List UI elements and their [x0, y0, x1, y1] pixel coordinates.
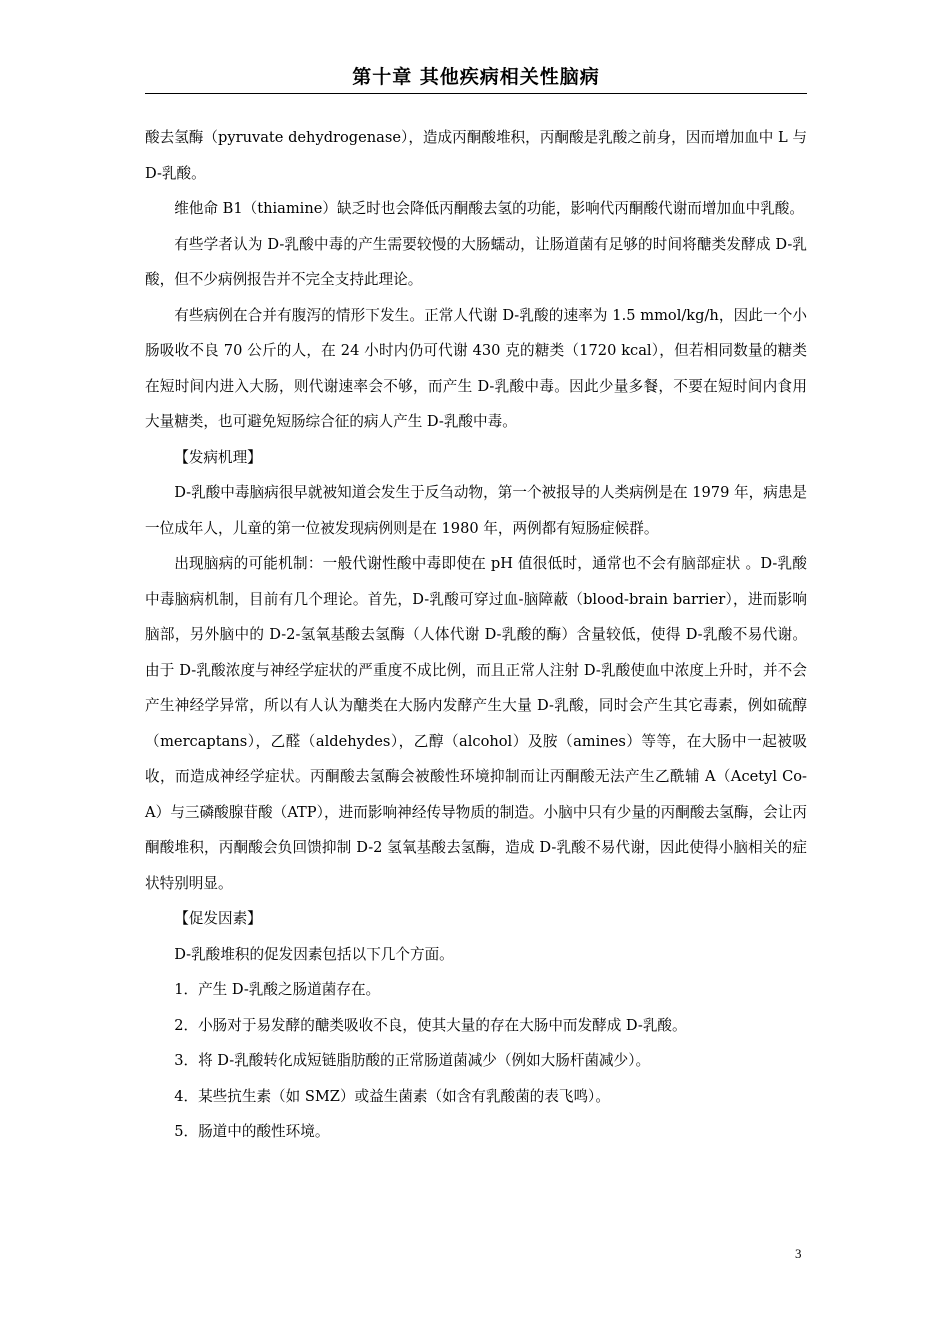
paragraph: 有些病例在合并有腹泻的情形下发生。正常人代谢 D-乳酸的速率为 1.5 mmol/kg/h，因此一个小肠吸收不良 70 公斤的人，在 24 小时内仍可代谢 430 克的糖类（1720 kcal），但若相同数量的糖类在短时间内进入大肠，则代谢速率会不够，而产生 D-乳酸中毒。因此少量多餐，不要在短时间内食用大量糖类，也可避免短肠综合征的病人产生 D-乳酸中毒。 [145, 306, 807, 430]
paragraph: 维他命 B1（thiamine）缺乏时也会降低丙酮酸去氢的功能，影响代丙酮酸代谢而增加血中乳酸。 [174, 200, 804, 217]
paragraph: 有些学者认为 D-乳酸中毒的产生需要较慢的大肠蠕动，让肠道菌有足够的时间将醣类发酵成 D-乳酸，但不少病例报告并不完全支持此理论。 [145, 235, 807, 288]
paragraph: D-乳酸堆积的促发因素包括以下几个方面。 [174, 945, 454, 963]
paragraph: 出现脑病的可能机制：一般代谢性酸中毒即使在 pH 值很低时，通常也不会有脑部症状 。D-乳酸中毒脑病机制，目前有几个理论。首先，D-乳酸可穿过血-脑障蔽（blood-brain barrier），进而影响脑部，另外脑中的 D-2-氢氧基酸去氢酶（人体代谢 D-乳酸的酶）含量较低，使得 D-乳酸不易代谢。由于 D-乳酸浓度与神经学症状的严重度不成比例，而且正常人注射 D-乳酸使血中浓度上升时，并不会产生神经学异常，所以有人认为醣类在大肠内发酵产生大量 D-乳酸，同时会产生其它毒素，例如硫醇（mercaptans），乙醛（aldehydes），乙醇（alcohol）及胺（amines）等等，在大肠中一起被吸收，而造成神经学症状。丙酮酸去氢酶会被酸性环境抑制而让丙酮酸无法产生乙酰辅 A（Acetyl Co-A）与三磷酸腺苷酸（ATP），进而影响神经传导物质的制造。小脑中只有少量的丙酮酸去氢酶，会让丙酮酸堆积，丙酮酸会负回馈抑制 D-2 氢氧基酸去氢酶，造成 D-乳酸不易代谢，因此使得小脑相关的症状特别明显。 [145, 555, 807, 892]
header-divider [145, 93, 807, 94]
paragraph: 4．某些抗生素（如 SMZ）或益生菌素（如含有乳酸菌的表飞鸣）。 [174, 1087, 610, 1105]
paragraph: 酸去氢酶（pyruvate dehydrogenase），造成丙酮酸堆积，丙酮酸是乳酸之前身，因而增加血中 L 与 D-乳酸。 [145, 129, 807, 182]
paragraph: 1．产生 D-乳酸之肠道菌存在。 [174, 981, 381, 998]
paragraph: 5．肠道中的酸性环境。 [174, 1123, 330, 1140]
chapter-header: 第十章 其他疾病相关性脑病 [352, 66, 600, 88]
page-number: 3 [795, 1246, 802, 1261]
paragraph: 2．小肠对于易发酵的醣类吸收不良，使其大量的存在大肠中而发酵成 D-乳酸。 [174, 1016, 687, 1034]
paragraph: D-乳酸中毒脑病很早就被知道会发生于反刍动物，第一个被报导的人类病例是在 1979 年，病患是一位成年人，儿童的第一位被发现病例则是在 1980 年，两例都有短肠症候群。 [145, 484, 807, 537]
paragraph: 3．将 D-乳酸转化成短链脂肪酸的正常肠道菌减少（例如大肠杆菌减少）。 [174, 1052, 651, 1069]
paragraph: 【发病机理】 [174, 448, 262, 466]
body-text [145, 120, 807, 1150]
paragraph: 【促发因素】 [174, 910, 262, 927]
